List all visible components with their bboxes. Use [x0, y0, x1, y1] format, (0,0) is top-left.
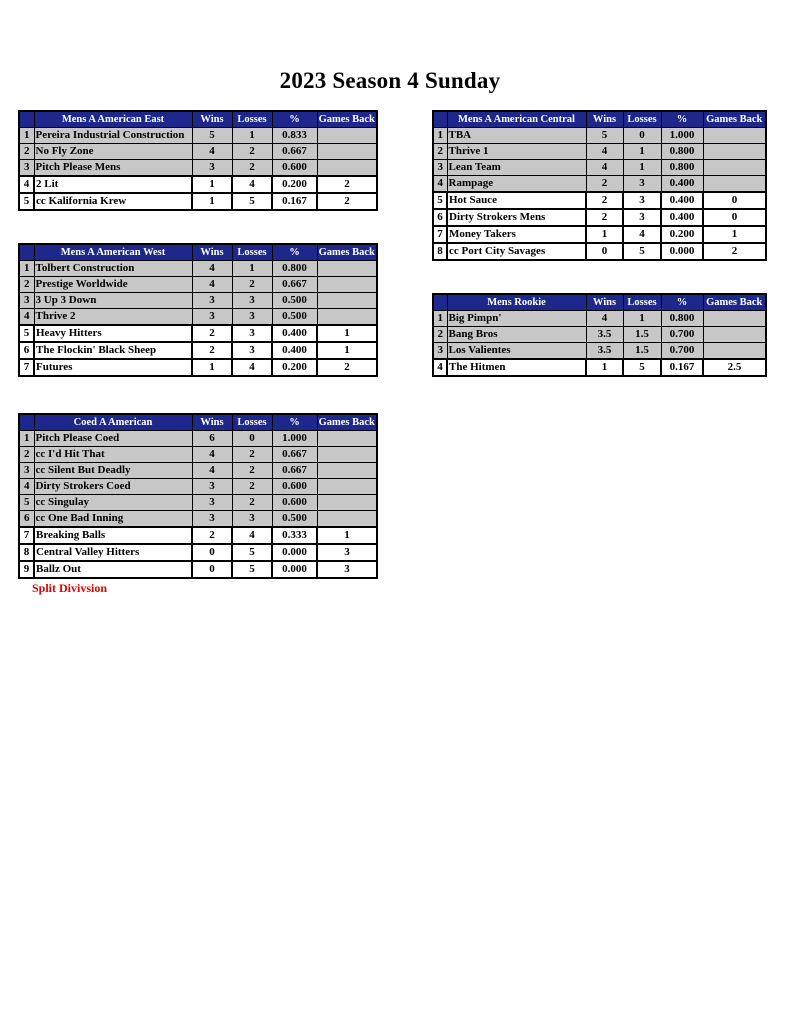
wins-cell: 4: [192, 261, 232, 277]
losses-cell: 5: [623, 359, 661, 376]
standings-table-mens-a-american-central: [432, 110, 767, 261]
losses-cell: 2: [232, 160, 272, 177]
rank-cell: 1: [433, 311, 447, 327]
rank-cell: 8: [19, 544, 34, 561]
rank-column-header: [19, 111, 34, 128]
column-header: Losses: [232, 111, 272, 128]
wins-cell: 3.5: [586, 343, 623, 360]
pct-cell: 0.700: [661, 343, 703, 360]
rank-cell: 4: [433, 359, 447, 376]
losses-cell: 3: [232, 342, 272, 359]
column-header: %: [661, 294, 703, 311]
games-back-cell: [703, 128, 766, 144]
pct-cell: 0.667: [272, 447, 317, 463]
standings-table-mens-rookie: [432, 293, 767, 377]
games-back-cell: [703, 160, 766, 176]
table-row: [433, 128, 766, 144]
wins-cell: 2: [192, 342, 232, 359]
pct-cell: 0.833: [272, 128, 317, 144]
wins-cell: 4: [192, 447, 232, 463]
column-header: Losses: [232, 244, 272, 261]
losses-cell: 5: [232, 561, 272, 578]
games-back-cell: 0: [703, 209, 766, 226]
column-header: Games Back: [317, 414, 377, 431]
rank-column-header: [433, 294, 447, 311]
team-name: Prestige Worldwide: [34, 277, 192, 293]
standings-table-mens-a-american-east: [18, 110, 378, 211]
rank-cell: 2: [433, 144, 447, 160]
losses-cell: 2: [232, 479, 272, 495]
table-row: [433, 160, 766, 176]
pct-cell: 0.800: [272, 261, 317, 277]
pct-cell: 0.000: [661, 243, 703, 260]
games-back-cell: 3: [317, 561, 377, 578]
rank-cell: 2: [433, 327, 447, 343]
pct-cell: 0.600: [272, 479, 317, 495]
games-back-cell: [317, 160, 377, 177]
team-name: Big Pimpn': [447, 311, 586, 327]
pct-cell: 0.667: [272, 277, 317, 293]
table-row: [433, 359, 766, 376]
wins-cell: 3: [192, 160, 232, 177]
column-header: Games Back: [317, 244, 377, 261]
losses-cell: 2: [232, 463, 272, 479]
games-back-cell: [703, 144, 766, 160]
games-back-cell: [317, 293, 377, 309]
pct-cell: 0.667: [272, 463, 317, 479]
games-back-cell: [317, 277, 377, 293]
wins-cell: 4: [586, 144, 623, 160]
column-header: %: [272, 244, 317, 261]
games-back-cell: 1: [703, 226, 766, 243]
team-name: 3 Up 3 Down: [34, 293, 192, 309]
column-header: %: [272, 111, 317, 128]
games-back-cell: [317, 309, 377, 326]
pct-cell: 1.000: [272, 431, 317, 447]
table-row: [19, 144, 377, 160]
games-back-cell: [317, 463, 377, 479]
column-header: Games Back: [703, 294, 766, 311]
losses-cell: 2: [232, 447, 272, 463]
rank-cell: 3: [19, 293, 34, 309]
team-name: cc Singulay: [34, 495, 192, 511]
column-header: %: [661, 111, 703, 128]
losses-cell: 4: [232, 176, 272, 193]
wins-cell: 2: [192, 527, 232, 544]
pct-cell: 0.333: [272, 527, 317, 544]
rank-cell: 4: [19, 176, 34, 193]
division-name-header: Coed A American: [34, 414, 192, 431]
losses-cell: 3: [623, 192, 661, 209]
wins-cell: 1: [192, 359, 232, 376]
team-name: Money Takers: [447, 226, 586, 243]
games-back-cell: [317, 144, 377, 160]
pct-cell: 0.667: [272, 144, 317, 160]
losses-cell: 0: [623, 128, 661, 144]
table-row: [433, 243, 766, 260]
games-back-cell: [703, 343, 766, 360]
losses-cell: 4: [232, 359, 272, 376]
column-header: %: [272, 414, 317, 431]
standings-table-coed-a-american: [18, 413, 378, 579]
table-row: [19, 431, 377, 447]
losses-cell: 5: [232, 544, 272, 561]
team-name: Futures: [34, 359, 192, 376]
table-row: [19, 325, 377, 342]
wins-cell: 5: [192, 128, 232, 144]
losses-cell: 1.5: [623, 327, 661, 343]
team-name: Heavy Hitters: [34, 325, 192, 342]
table-row: [19, 176, 377, 193]
pct-cell: 0.600: [272, 495, 317, 511]
table-row: [433, 226, 766, 243]
wins-cell: 1: [586, 359, 623, 376]
pct-cell: 0.400: [661, 176, 703, 193]
division-name-header: Mens A American West: [34, 244, 192, 261]
games-back-cell: [317, 431, 377, 447]
losses-cell: 5: [232, 193, 272, 210]
wins-cell: 3: [192, 293, 232, 309]
wins-cell: 0: [192, 544, 232, 561]
losses-cell: 4: [623, 226, 661, 243]
table-row: [433, 209, 766, 226]
pct-cell: 0.000: [272, 544, 317, 561]
rank-cell: 5: [19, 495, 34, 511]
table-row: [19, 447, 377, 463]
wins-cell: 2: [192, 325, 232, 342]
games-back-cell: [703, 327, 766, 343]
header-row: [19, 244, 377, 261]
table-row: [19, 463, 377, 479]
games-back-cell: 1: [317, 342, 377, 359]
losses-cell: 0: [232, 431, 272, 447]
losses-cell: 4: [232, 527, 272, 544]
pct-cell: 0.200: [661, 226, 703, 243]
pct-cell: 0.600: [272, 160, 317, 177]
losses-cell: 2: [232, 144, 272, 160]
team-name: Pereira Industrial Construction: [34, 128, 192, 144]
team-name: Dirty Strokers Mens: [447, 209, 586, 226]
games-back-cell: [703, 311, 766, 327]
wins-cell: 4: [586, 160, 623, 176]
rank-cell: 5: [19, 193, 34, 210]
games-back-cell: 2: [317, 176, 377, 193]
column-header: Games Back: [703, 111, 766, 128]
header-row: [433, 294, 766, 311]
team-name: Breaking Balls: [34, 527, 192, 544]
rank-cell: 4: [19, 479, 34, 495]
column-header: Losses: [623, 294, 661, 311]
games-back-cell: [317, 495, 377, 511]
column-header: Wins: [192, 244, 232, 261]
column-header: Wins: [192, 414, 232, 431]
team-name: Ballz Out: [34, 561, 192, 578]
team-name: The Flockin' Black Sheep: [34, 342, 192, 359]
wins-cell: 6: [192, 431, 232, 447]
split-division-note: Split Divivsion: [32, 581, 108, 595]
rank-column-header: [19, 414, 34, 431]
team-name: Thrive 1: [447, 144, 586, 160]
losses-cell: 3: [232, 309, 272, 326]
losses-cell: 1: [623, 144, 661, 160]
team-name: cc Kalifornia Krew: [34, 193, 192, 210]
games-back-cell: [317, 511, 377, 528]
wins-cell: 3.5: [586, 327, 623, 343]
team-name: Thrive 2: [34, 309, 192, 326]
rank-cell: 3: [19, 463, 34, 479]
column-header: Losses: [232, 414, 272, 431]
losses-cell: 2: [232, 277, 272, 293]
rank-column-header: [433, 111, 447, 128]
rank-cell: 3: [433, 160, 447, 176]
pct-cell: 0.167: [661, 359, 703, 376]
pct-cell: 0.400: [272, 342, 317, 359]
rank-cell: 6: [19, 511, 34, 528]
pct-cell: 0.400: [661, 192, 703, 209]
column-header: Wins: [192, 111, 232, 128]
table-row: [433, 176, 766, 193]
wins-cell: 2: [586, 192, 623, 209]
rank-cell: 5: [433, 192, 447, 209]
header-row: [433, 111, 766, 128]
pct-cell: 0.500: [272, 511, 317, 528]
table-row: [19, 527, 377, 544]
losses-cell: 3: [623, 209, 661, 226]
rank-cell: 2: [19, 447, 34, 463]
losses-cell: 3: [623, 176, 661, 193]
team-name: TBA: [447, 128, 586, 144]
rank-cell: 1: [19, 431, 34, 447]
games-back-cell: 2: [317, 359, 377, 376]
team-name: Pitch Please Mens: [34, 160, 192, 177]
column-header: Wins: [586, 294, 623, 311]
rank-cell: 8: [433, 243, 447, 260]
wins-cell: 4: [192, 463, 232, 479]
pct-cell: 0.200: [272, 359, 317, 376]
losses-cell: 5: [623, 243, 661, 260]
games-back-cell: 1: [317, 527, 377, 544]
table-row: [19, 495, 377, 511]
losses-cell: 1: [232, 261, 272, 277]
games-back-cell: [317, 479, 377, 495]
wins-cell: 3: [192, 495, 232, 511]
team-name: Central Valley Hitters: [34, 544, 192, 561]
header-row: [19, 414, 377, 431]
table-row: [19, 309, 377, 326]
games-back-cell: 2: [317, 193, 377, 210]
games-back-cell: [317, 261, 377, 277]
games-back-cell: [703, 176, 766, 193]
column-header: Losses: [623, 111, 661, 128]
games-back-cell: 0: [703, 192, 766, 209]
team-name: cc One Bad Inning: [34, 511, 192, 528]
rank-column-header: [19, 244, 34, 261]
games-back-cell: 2.5: [703, 359, 766, 376]
losses-cell: 1.5: [623, 343, 661, 360]
table-row: [19, 544, 377, 561]
table-row: [19, 277, 377, 293]
pct-cell: 0.700: [661, 327, 703, 343]
table-row: [433, 192, 766, 209]
pct-cell: 0.500: [272, 309, 317, 326]
page-title: 2023 Season 4 Sunday: [279, 68, 501, 93]
division-name-header: Mens Rookie: [447, 294, 586, 311]
table-row: [433, 327, 766, 343]
games-back-cell: 2: [703, 243, 766, 260]
table-row: [19, 261, 377, 277]
wins-cell: 3: [192, 309, 232, 326]
pct-cell: 0.000: [272, 561, 317, 578]
rank-cell: 1: [19, 128, 34, 144]
games-back-cell: [317, 447, 377, 463]
division-name-header: Mens A American Central: [447, 111, 586, 128]
table-row: [19, 293, 377, 309]
table-row: [19, 193, 377, 210]
team-name: cc Silent But Deadly: [34, 463, 192, 479]
wins-cell: 2: [586, 176, 623, 193]
table-row: [19, 128, 377, 144]
games-back-cell: 3: [317, 544, 377, 561]
team-name: Tolbert Construction: [34, 261, 192, 277]
wins-cell: 4: [192, 277, 232, 293]
wins-cell: 3: [192, 511, 232, 528]
pct-cell: 0.400: [272, 325, 317, 342]
wins-cell: 1: [192, 176, 232, 193]
table-row: [433, 343, 766, 360]
rank-cell: 3: [19, 160, 34, 177]
losses-cell: 1: [232, 128, 272, 144]
rank-cell: 3: [433, 343, 447, 360]
team-name: 2 Lit: [34, 176, 192, 193]
wins-cell: 0: [192, 561, 232, 578]
table-row: [19, 160, 377, 177]
losses-cell: 3: [232, 511, 272, 528]
table-row: [19, 342, 377, 359]
losses-cell: 3: [232, 293, 272, 309]
rank-cell: 7: [19, 527, 34, 544]
table-row: [19, 479, 377, 495]
losses-cell: 1: [623, 311, 661, 327]
rank-cell: 1: [19, 261, 34, 277]
table-row: [433, 144, 766, 160]
division-name-header: Mens A American East: [34, 111, 192, 128]
table-row: [19, 511, 377, 528]
team-name: Dirty Strokers Coed: [34, 479, 192, 495]
rank-cell: 4: [433, 176, 447, 193]
team-name: Lean Team: [447, 160, 586, 176]
wins-cell: 0: [586, 243, 623, 260]
rank-cell: 6: [433, 209, 447, 226]
games-back-cell: [317, 128, 377, 144]
header-row: [19, 111, 377, 128]
pct-cell: 1.000: [661, 128, 703, 144]
team-name: cc I'd Hit That: [34, 447, 192, 463]
rank-cell: 7: [19, 359, 34, 376]
wins-cell: 4: [586, 311, 623, 327]
table-row: [433, 311, 766, 327]
rank-cell: 1: [433, 128, 447, 144]
rank-cell: 7: [433, 226, 447, 243]
rank-cell: 5: [19, 325, 34, 342]
wins-cell: 2: [586, 209, 623, 226]
team-name: Rampage: [447, 176, 586, 193]
column-header: Games Back: [317, 111, 377, 128]
pct-cell: 0.800: [661, 160, 703, 176]
wins-cell: 1: [586, 226, 623, 243]
team-name: No Fly Zone: [34, 144, 192, 160]
standings-table-mens-a-american-west: [18, 243, 378, 377]
team-name: cc Port City Savages: [447, 243, 586, 260]
rank-cell: 2: [19, 277, 34, 293]
column-header: Wins: [586, 111, 623, 128]
table-row: [19, 359, 377, 376]
team-name: Hot Sauce: [447, 192, 586, 209]
losses-cell: 1: [623, 160, 661, 176]
games-back-cell: 1: [317, 325, 377, 342]
wins-cell: 4: [192, 144, 232, 160]
team-name: Bang Bros: [447, 327, 586, 343]
pct-cell: 0.800: [661, 311, 703, 327]
losses-cell: 2: [232, 495, 272, 511]
pct-cell: 0.400: [661, 209, 703, 226]
rank-cell: 6: [19, 342, 34, 359]
rank-cell: 9: [19, 561, 34, 578]
team-name: Pitch Please Coed: [34, 431, 192, 447]
team-name: The Hitmen: [447, 359, 586, 376]
pct-cell: 0.500: [272, 293, 317, 309]
pct-cell: 0.167: [272, 193, 317, 210]
team-name: Los Valientes: [447, 343, 586, 360]
rank-cell: 2: [19, 144, 34, 160]
wins-cell: 5: [586, 128, 623, 144]
wins-cell: 1: [192, 193, 232, 210]
wins-cell: 3: [192, 479, 232, 495]
pct-cell: 0.800: [661, 144, 703, 160]
rank-cell: 4: [19, 309, 34, 326]
losses-cell: 3: [232, 325, 272, 342]
pct-cell: 0.200: [272, 176, 317, 193]
table-row: [19, 561, 377, 578]
